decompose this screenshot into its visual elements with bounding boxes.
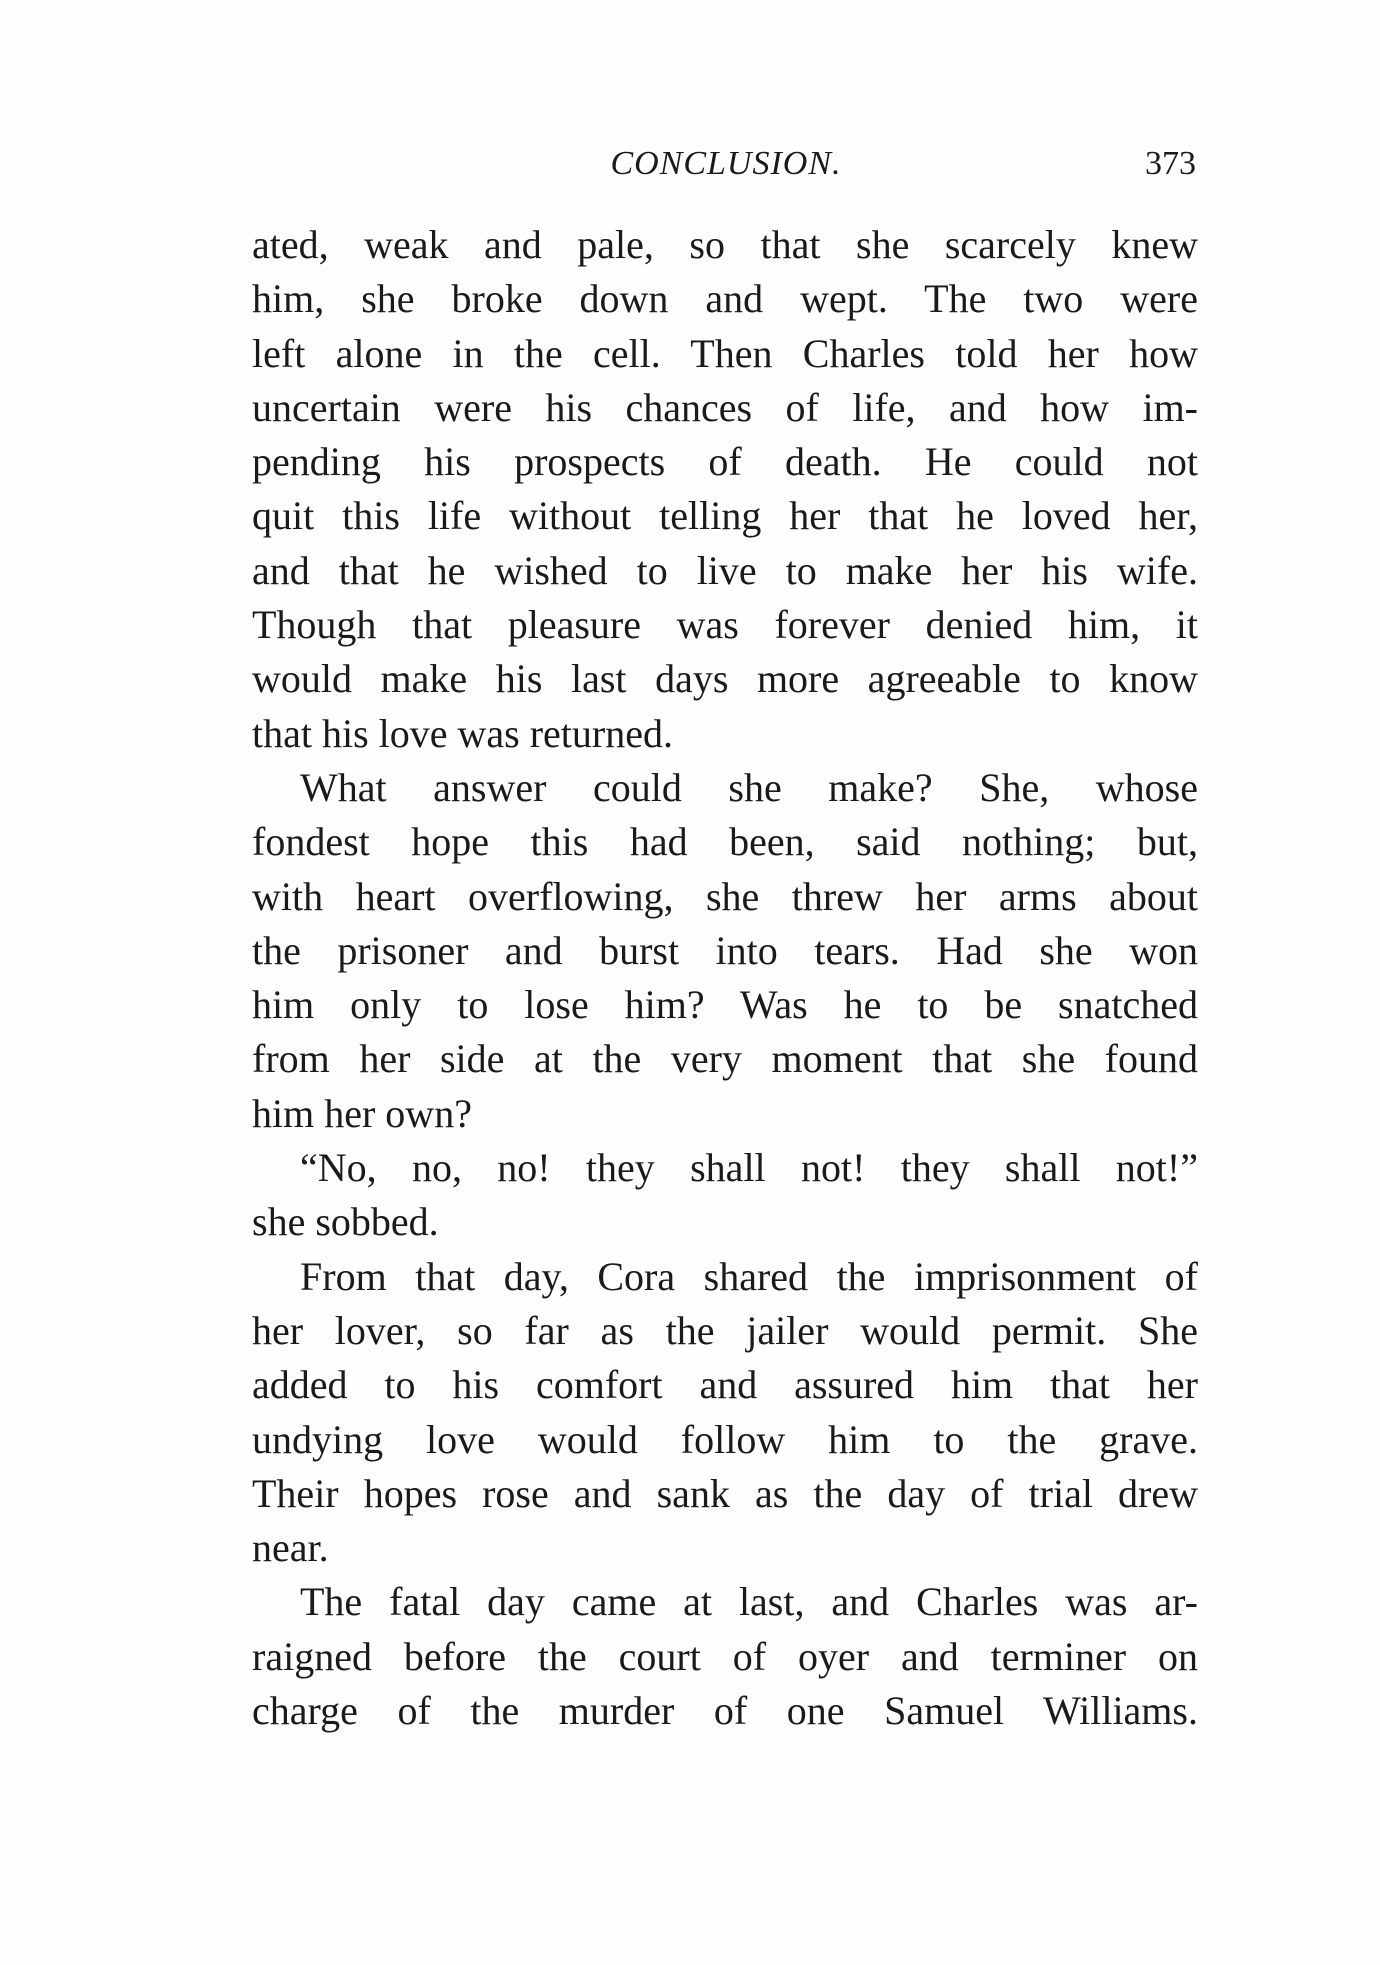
text-line: raigned before the court of oyer and terminer on [252, 1633, 1198, 1679]
text-line: she sobbed. [252, 1199, 439, 1245]
text-line: him only to lose him? Was he to be snatched [252, 982, 1198, 1028]
text-line: and that he wished to live to make her his wife. [252, 547, 1198, 593]
text-line: charge of the murder of one Samuel Williams. [252, 1688, 1198, 1734]
paragraph [252, 1575, 1198, 1738]
text-line: her lover, so far as the jailer would permit. She [252, 1307, 1198, 1353]
text-line: fondest hope this had been, said nothing; but, [252, 819, 1198, 865]
running-title: CONCLUSION. [610, 145, 842, 182]
text-line: What answer could she make? She, whose [300, 764, 1198, 810]
text-line: ated, weak and pale, so that she scarcely knew [252, 222, 1198, 267]
text-line: from her side at the very moment that she found [252, 1036, 1198, 1082]
text-line: The fatal day came at last, and Charles was ar- [300, 1579, 1198, 1625]
text-line: added to his comfort and assured him that her [252, 1362, 1198, 1408]
page-header [252, 140, 1200, 188]
text-line: Though that pleasure was forever denied him, it [252, 602, 1198, 648]
paragraph [252, 1141, 1198, 1250]
text-line: “No, no, no! they shall not! they shall not!” [300, 1145, 1198, 1191]
paragraph [252, 1250, 1198, 1576]
text-line: undying love would follow him to the grave. [252, 1416, 1198, 1462]
text-line: him her own? [252, 1090, 472, 1136]
text-line: him, she broke down and wept. The two were [252, 276, 1198, 322]
text-line: with heart overflowing, she threw her arms about [252, 873, 1198, 919]
paragraph [252, 761, 1198, 1141]
body-text [252, 218, 1198, 1738]
text-line: quit this life without telling her that he loved her, [252, 493, 1198, 539]
text-line: pending his prospects of death. He could not [252, 439, 1198, 485]
paragraph [252, 218, 1198, 761]
text-line: the prisoner and burst into tears. Had she won [252, 927, 1198, 973]
text-line: that his love was returned. [252, 710, 673, 756]
text-line: uncertain were his chances of life, and how im- [252, 384, 1198, 430]
text-line: Their hopes rose and sank as the day of trial drew [252, 1470, 1198, 1516]
text-line: From that day, Cora shared the imprisonment of [300, 1253, 1198, 1299]
text-line: would make his last days more agreeable to know [252, 656, 1198, 702]
page-number: 373 [1145, 145, 1196, 182]
text-line: left alone in the cell. Then Charles told her how [252, 330, 1198, 376]
text-line: near. [252, 1525, 329, 1571]
